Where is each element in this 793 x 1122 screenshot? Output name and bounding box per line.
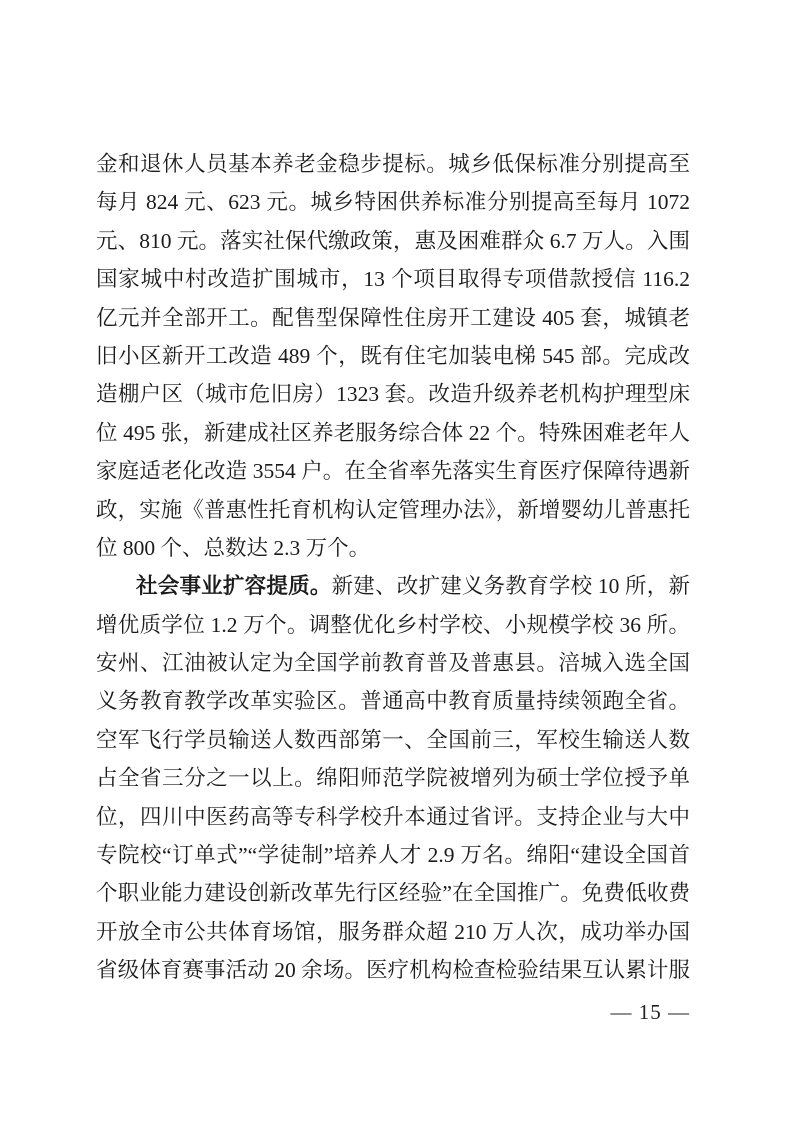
text-line: 元、810 元。落实社保代缴政策，惠及困难群众 6.7 万人。入围 (96, 228, 690, 253)
text-line: 占全省三分之一以上。绵阳师范学院被增列为硕士学位授予单 (96, 766, 690, 791)
text-line-paragraph-start (96, 567, 690, 605)
text-line: 家庭适老化改造 3554 户。在全省率先落实生育医疗保障待遇新 (96, 459, 690, 484)
text-line: 旧小区新开工改造 489 个，既有住宅加装电梯 545 部。完成改 (96, 343, 690, 368)
text-line: 省级体育赛事活动 20 余场。医疗机构检查检验结果互认累计服 (96, 958, 690, 983)
text-run: 新建、改扩建义务教育学校 10 所，新 (331, 574, 690, 599)
text-line: 政，实施《普惠性托育机构认定管理办法》，新增婴幼儿普惠托 (96, 497, 690, 522)
text-line: 专院校“订单式”“学徒制”培养人才 2.9 万名。绵阳“建设全国首 (96, 843, 690, 868)
text-line-paragraph-end: 位 800 个、总数达 2.3 万个。 (96, 535, 371, 560)
text-line: 位 495 张，新建成社区养老服务综合体 22 个。特殊困难老年人 (96, 420, 690, 445)
body-text (96, 145, 690, 990)
text-line: 个职业能力建设创新改革先行区经验”在全国推广。免费低收费 (96, 881, 690, 906)
text-line: 位，四川中医药高等专科学校升本通过省评。支持企业与大中 (96, 804, 690, 829)
text-line: 开放全市公共体育场馆，服务群众超 210 万人次，成功举办国 (96, 919, 690, 944)
text-line: 金和退休人员基本养老金稳步提标。城乡低保标准分别提高至 (96, 152, 690, 176)
page-number: — 15 — (610, 1000, 690, 1024)
section-heading: 社会事业扩容提质。 (136, 574, 332, 599)
text-line: 安州、江油被认定为全国学前教育普及普惠县。涪城入选全国 (96, 651, 690, 676)
text-line: 国家城中村改造扩围城市，13 个项目取得专项借款授信 116.2 (96, 267, 690, 292)
text-line: 造棚户区（城市危旧房）1323 套。改造升级养老机构护理型床 (96, 382, 690, 407)
text-line: 每月 824 元、623 元。城乡特困供养标准分别提高至每月 1072 (96, 190, 690, 215)
text-line: 空军飞行学员输送人数西部第一、全国前三，军校生输送人数 (96, 727, 690, 752)
page-footer (611, 999, 691, 1025)
text-line: 增优质学位 1.2 万个。调整优化乡村学校、小规模学校 36 所。 (96, 612, 690, 637)
text-line: 义务教育教学改革实验区。普通高中教育质量持续领跑全省。 (96, 689, 690, 714)
text-line: 亿元并全部开工。配售型保障性住房开工建设 405 套，城镇老 (96, 305, 690, 330)
